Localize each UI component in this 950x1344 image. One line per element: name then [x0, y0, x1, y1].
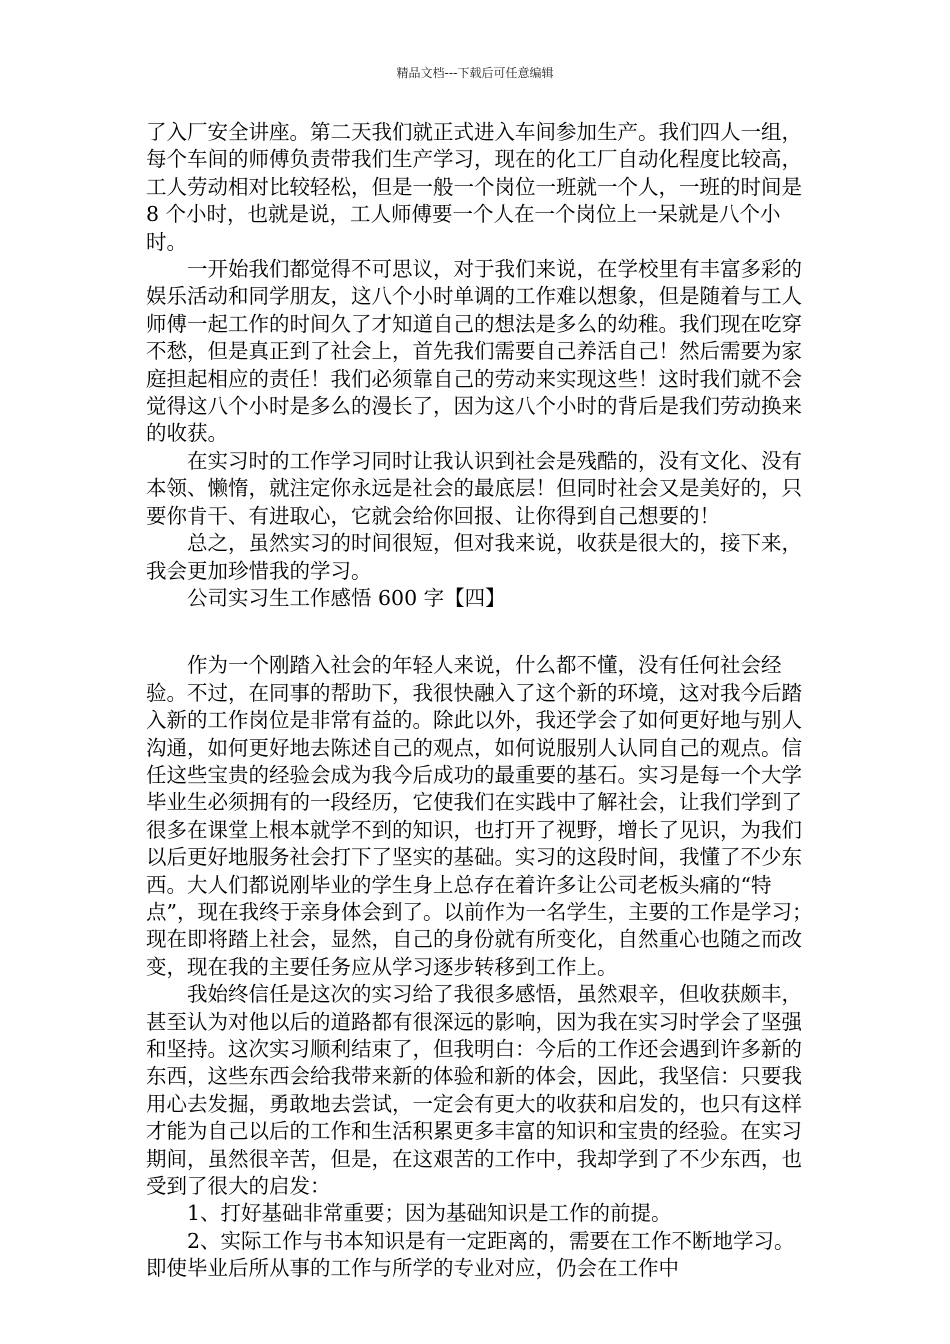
list-item: 2、实际工作与书本知识是有一定距离的，需要在工作不断地学习。即使毕业后所从事的工作与所学的专业对应，仍会在工作中: [146, 1228, 795, 1281]
paragraph: 我始终信任是这次的实习给了我很多感悟，虽然艰辛，但收获颇丰，甚至认为对他以后的道路都有很深远的影响，因为我在实习时学会了坚强和坚持。这次实习顺利结束了，但我明白：今后的工作还会遇到许多新的东西，这些东西会给我带来新的体验和新的体会，因此，我坚信：只要我用心去发掘，勇敢地去尝试，一定会有更大的收获和启发的，也只有这样才能为自己以后的工作和生活积累更多丰富的知识和宝贵的经验。在实习期间，虽然很辛苦，但是，在这艰苦的工作中，我却学到了不少东西，也受到了很大的启发：: [146, 982, 802, 1199]
page-header: 精品文档---下载后可任意编辑: [396, 66, 554, 80]
document-body: [146, 119, 814, 1283]
paragraph: 在实习时的工作学习同时让我认识到社会是残酷的，没有文化、没有本领、懒惰，就注定你永远是社会的最底层！但同时社会又是美好的，只要你肯干、有进取心，它就会给你回报、让你得到自己想要的！: [146, 448, 802, 528]
paragraph-continuation: 了入厂安全讲座。第二天我们就正式进入车间参加生产。我们四人一组，每个车间的师傅负责带我们生产学习，现在的化工厂自动化程度比较高，工人劳动相对比较轻松，但是一般一个岗位一班就一个人，一班的时间是 8 个小时，也就是说，工人师傅要一个人在一个岗位上一呆就是八个小时。: [146, 120, 802, 254]
paragraph: 作为一个刚踏入社会的年轻人来说，什么都不懂，没有任何社会经验。不过，在同事的帮助下，我很快融入了这个新的环境，这对我今后踏入新的工作岗位是非常有益的。除此以外，我还学会了如何更好地与别人沟通，如何更好地去陈述自己的观点，如何说服别人认同自己的观点。信任这些宝贵的经验会成为我今后成功的最重要的基石。实习是每一个大学毕业生必须拥有的一段经历，它使我们在实践中了解社会，让我们学到了很多在课堂上根本就学不到的知识，也打开了视野，增长了见识，为我们以后更好地服务社会打下了坚实的基础。实习的这段时间，我懂了不少东西。大人们都说刚毕业的学生身上总存在着许多让公司老板头痛的“特点”，现在我终于亲身体会到了。以前作为一名学生，主要的工作是学习；现在即将踏上社会，显然，自己的身份就有所变化，自然重心也随之而改变，现在我的主要任务应从学习逐步转移到工作上。: [146, 653, 813, 979]
section-heading: 公司实习生工作感悟 600 字【四】: [187, 585, 506, 610]
blank-line: [146, 612, 814, 652]
paragraph: 一开始我们都觉得不可思议，对于我们来说，在学校里有丰富多彩的娱乐活动和同学朋友，这八个小时单调的工作难以想象，但是随着与工人师傅一起工作的时间久了才知道自己的想法是多么的幼稚。我们现在吃穿不愁，但是真正到了社会上，首先我们需要自己养活自己！然后需要为家庭担起相应的责任！我们必须靠自己的劳动来实现这些！这时我们就不会觉得这八个小时是多么的漫长了，因为这八个小时的背后是我们劳动换来的收获。: [146, 257, 802, 446]
paragraph: 总之，虽然实习的时间很短，但对我来说，收获是很大的，接下来，我会更加珍惜我的学习。: [146, 531, 802, 583]
list-item: 1、打好基础非常重要；因为基础知识是工作的前提。: [187, 1201, 672, 1226]
